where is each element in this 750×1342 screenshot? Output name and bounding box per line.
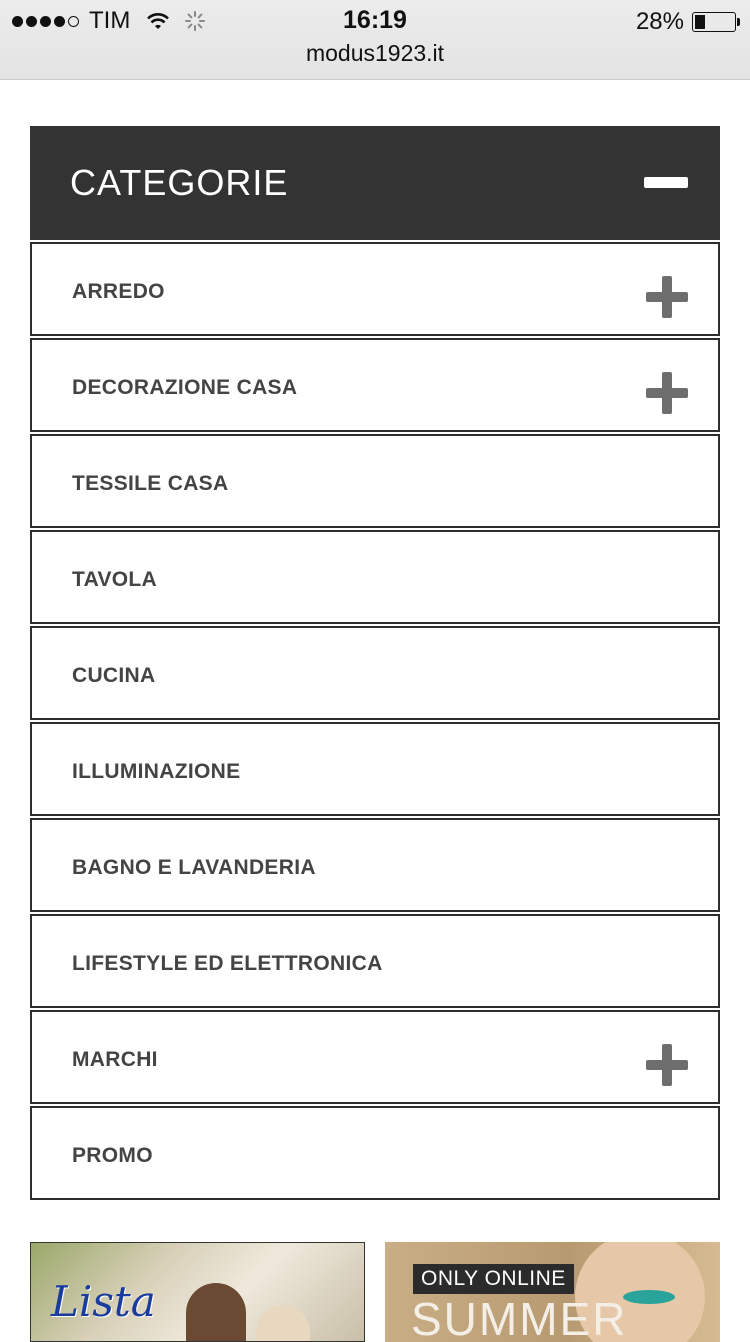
category-label: CUCINA — [72, 664, 156, 687]
banner-summer[interactable] — [385, 1242, 720, 1342]
carrier-name: TIM — [89, 7, 131, 34]
battery-icon — [692, 12, 736, 32]
banner-photo-eyeshadow — [623, 1290, 675, 1304]
category-label: LIFESTYLE ED ELETTRONICA — [72, 952, 383, 975]
category-item[interactable] — [30, 338, 720, 432]
banner-lista-text: Lista — [51, 1277, 156, 1326]
category-label: DECORAZIONE CASA — [72, 376, 298, 399]
category-item[interactable] — [30, 626, 720, 720]
category-label: BAGNO E LAVANDERIA — [72, 856, 316, 879]
category-item[interactable] — [30, 1106, 720, 1200]
category-label: ILLUMINAZIONE — [72, 760, 241, 783]
expand-plus-icon[interactable] — [646, 276, 688, 318]
categories-header[interactable] — [30, 126, 720, 240]
category-item[interactable] — [30, 818, 720, 912]
category-item[interactable] — [30, 434, 720, 528]
category-label: TESSILE CASA — [72, 472, 229, 495]
status-bar — [0, 0, 750, 80]
banner-photo-bride — [256, 1305, 310, 1342]
battery-level-fill — [695, 15, 705, 29]
address-bar-url[interactable]: modus1923.it — [305, 40, 445, 66]
battery-percent: 28% — [635, 8, 684, 35]
banner-summer-text: SUMMER — [411, 1293, 628, 1342]
categories-title: CATEGORIE — [70, 162, 289, 203]
category-item[interactable] — [30, 914, 720, 1008]
category-label: TAVOLA — [72, 568, 158, 591]
category-label: ARREDO — [72, 280, 165, 303]
clock: 16:19 — [343, 6, 407, 34]
categories-list — [30, 242, 720, 1200]
category-item[interactable] — [30, 722, 720, 816]
categories-panel — [30, 126, 720, 1200]
banner-photo-groom — [186, 1283, 246, 1342]
category-item[interactable] — [30, 242, 720, 336]
banner-tag: ONLY ONLINE — [413, 1264, 574, 1294]
category-item[interactable] — [30, 530, 720, 624]
category-label: MARCHI — [72, 1048, 158, 1071]
status-right — [636, 8, 736, 36]
expand-plus-icon[interactable] — [646, 1044, 688, 1086]
category-label: PROMO — [72, 1144, 153, 1167]
collapse-minus-icon[interactable] — [644, 177, 688, 188]
banner-lista-nozze[interactable] — [30, 1242, 365, 1342]
expand-plus-icon[interactable] — [646, 372, 688, 414]
category-item[interactable] — [30, 1010, 720, 1104]
